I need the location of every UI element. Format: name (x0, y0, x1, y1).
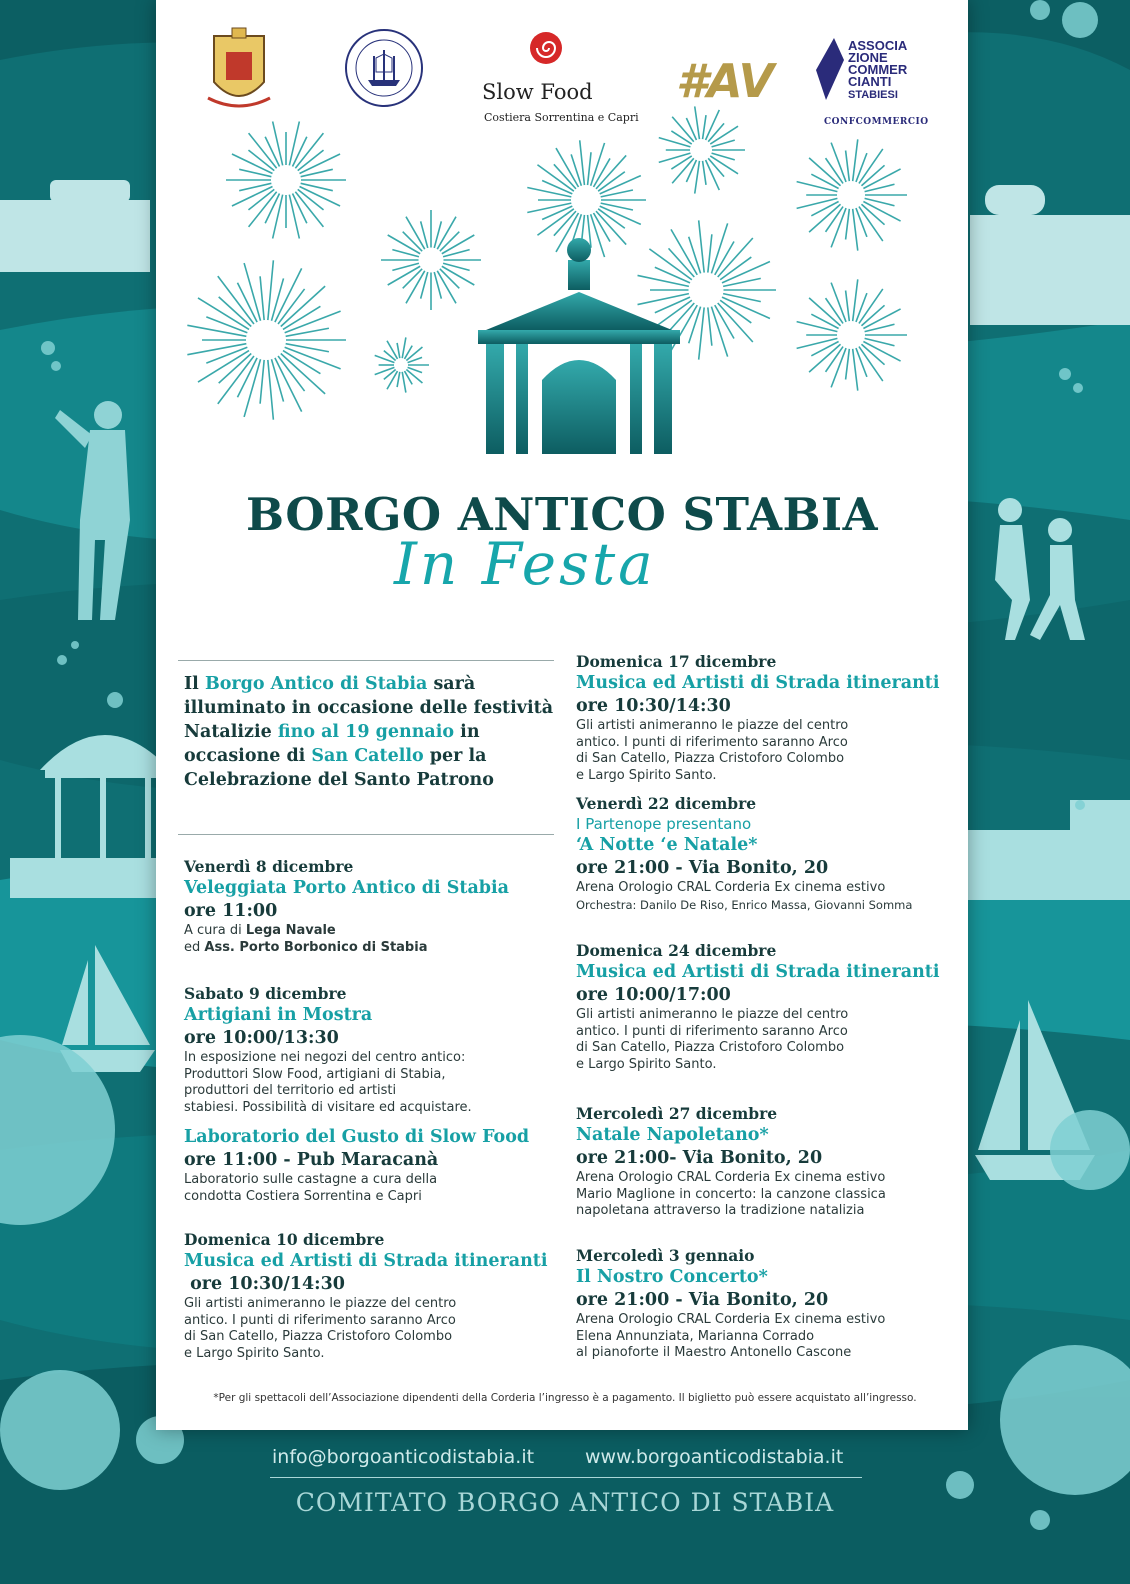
event-right-2 (576, 794, 976, 913)
event-desc: Gli artisti animeranno le piazze del centro antico. I punti di riferimento saranno Arco di San Catello, Piazza Cristoforo Colombo e Largo Spirito Santo. (576, 1007, 849, 1072)
city-crest-icon (204, 24, 274, 112)
firework-ray (706, 110, 720, 140)
firework-ray (846, 349, 850, 380)
firework-ray (708, 234, 712, 272)
snail-logo-icon (526, 28, 570, 68)
firework-ray (686, 118, 696, 140)
event-right-5 (576, 1246, 976, 1362)
intro-highlight-patron: San Catello (311, 746, 424, 766)
firework-ray (853, 139, 858, 181)
event-desc: Arena Orologio CRAL Corderia Ex cinema estivo (576, 880, 886, 895)
firework-ray (387, 341, 398, 359)
firework-ray (695, 106, 700, 139)
association-seal-icon (342, 26, 426, 110)
firework-ray (706, 160, 720, 190)
firework-ray (856, 348, 867, 377)
firework-ray (853, 279, 858, 321)
event-left-3 (184, 1126, 584, 1205)
firework-ray (846, 151, 850, 182)
event-desc: Gli artisti animeranno le piazze del centro antico. I punti di riferimento saranno Arco di San Catello, Piazza Cristoforo Colombo e Largo Spirito Santo. (576, 718, 849, 783)
monument-icon (478, 238, 680, 454)
firework-ray (703, 115, 706, 139)
commercianti-line-3: COMMER (848, 62, 908, 77)
firework-ray (273, 195, 283, 239)
event-desc: Laboratorio sulle castagne a cura della condotta Costiera Sorrentina e Capri (184, 1172, 438, 1204)
firework-ray (856, 293, 867, 322)
firework-ray (686, 160, 696, 182)
firework-ray (708, 123, 724, 141)
slowfood-logo-name: Slow Food (482, 80, 593, 104)
intro-text-4: per la Celebrazione del Santo Patrono (184, 746, 494, 790)
fireworks-monument-illustration (186, 110, 946, 460)
firework-ray (527, 203, 571, 212)
firework-ray (187, 344, 246, 355)
event-desc: Arena Orologio CRAL Corderia Ex cinema estivo Elena Annunziata, Marianna Corrado al pianoforte il Maestro Antonello Cascone (576, 1312, 886, 1360)
event-desc: Arena Orologio CRAL Corderia Ex cinema estivo Mario Maglione in concerto: la canzone classica napoletana attraverso la tradizione natalizia (576, 1170, 886, 1218)
poster-panel (156, 0, 968, 1430)
firework-ray (689, 237, 701, 274)
firework-ray (440, 269, 459, 288)
event-performers: Orchestra: Danilo De Riso, Enrico Massa, Giovanni Somma (576, 897, 913, 912)
event-date: Venerdì 8 dicembre (184, 857, 354, 876)
firework-ray (260, 360, 264, 404)
event-name: Musica ed Artisti di Strada itineranti (576, 673, 940, 693)
firework-ray (846, 291, 850, 322)
firework-ray (588, 152, 591, 185)
intro-text-3: in occasione di (184, 722, 480, 766)
firework-ray (397, 372, 400, 387)
firework-ray (268, 260, 274, 320)
intro-paragraph (184, 672, 554, 792)
event-time: ore 21:00 - Via Bonito, 20 (576, 1290, 829, 1310)
event-name: Natale Napoletano* (576, 1125, 769, 1145)
event-left-4 (184, 1230, 584, 1362)
firework-ray (289, 122, 299, 166)
firework-ray (856, 153, 867, 182)
footer-website-link[interactable]: www.borgoanticodistabia.it (585, 1446, 844, 1468)
firework-ray (703, 161, 706, 185)
event-date: Domenica 24 dicembre (576, 941, 777, 960)
firework-ray (387, 371, 398, 389)
firework-ray (397, 343, 400, 358)
firework-ray (402, 337, 406, 358)
firework-ray (402, 372, 406, 393)
firework-ray (289, 195, 299, 239)
event-date: Mercoledì 27 dicembre (576, 1104, 778, 1123)
firework-ray (403, 232, 422, 251)
footer-divider (270, 1477, 862, 1478)
event-time: ore 10:00/17:00 (576, 985, 731, 1005)
commercianti-line-2: ZIONE (848, 50, 888, 65)
firework-ray (571, 154, 581, 185)
footer-committee: COMITATO BORGO ANTICO DI STABIA (295, 1488, 835, 1517)
firework-ray (403, 269, 422, 288)
slowfood-logo-subtitle: Costiera Sorrentina e Capri (484, 111, 639, 124)
ticket-footnote: *Per gli spettacoli dell’Associazione dipendenti della Corderia l’ingresso è a pagamento. Il biglietto può essere acquistato all’ingresso. (213, 1392, 917, 1404)
firework-ray (580, 140, 585, 185)
event-desc: Gli artisti animeranno le piazze del centro antico. I punti di riferimento saranno Arco di San Catello, Piazza Cristoforo Colombo e Largo Spirito Santo. (184, 1296, 457, 1361)
event-right-4 (576, 1104, 976, 1220)
firework-ray (695, 161, 700, 194)
firework-ray (708, 307, 712, 345)
firework-ray (260, 276, 264, 320)
event-date: Domenica 17 dicembre (576, 652, 777, 671)
firework-ray (638, 294, 689, 305)
event-right-3 (576, 941, 976, 1073)
firework-ray (699, 220, 704, 272)
event-date: Venerdì 22 dicembre (576, 794, 757, 813)
firework-ray (797, 198, 838, 208)
firework-ray (689, 307, 701, 344)
event-name: Veleggiata Porto Antico di Stabia (184, 878, 510, 898)
firework-ray (187, 325, 246, 336)
firework-ray (853, 209, 858, 251)
event-left-1 (184, 857, 584, 956)
event-date: Mercoledì 3 gennaio (576, 1246, 755, 1265)
confcommercio-logo: CONFCOMMERCIO (824, 117, 929, 127)
firework-ray (853, 349, 858, 391)
firework-ray (198, 351, 249, 383)
event-desc: In esposizione nei negozi del centro antico: Produttori Slow Food, artigiani di Stabia, produttori del territorio ed artisti stabiesi. Possibilità di visitare ed acquistare. (184, 1050, 472, 1115)
firework-ray (273, 122, 283, 166)
firework-ray (797, 182, 838, 192)
event-name: Il Nostro Concerto* (576, 1267, 768, 1287)
divider-bottom (178, 834, 554, 835)
firework-ray (198, 298, 249, 330)
event-name: Artigiani in Mostra (184, 1005, 373, 1025)
divider-top (178, 660, 554, 661)
event-time: ore 11:00 (184, 901, 278, 921)
event-desc: ed Ass. Porto Borbonico di Stabia (184, 939, 428, 955)
footer-email-link[interactable]: info@borgoanticodistabia.it (272, 1446, 535, 1468)
poster-title: BORGO ANTICO STABIA (246, 488, 878, 541)
commercianti-line-4: CIANTI (848, 74, 892, 89)
event-date: Sabato 9 dicembre (184, 984, 347, 1003)
firework-ray (268, 360, 274, 420)
firework-ray (699, 307, 704, 359)
intro-text-2: sarà illuminato in occasione delle festività Natalizie (184, 674, 554, 742)
intro-highlight-date: fino al 19 gennaio (277, 722, 455, 742)
event-time: ore 21:00- Via Bonito, 20 (576, 1148, 823, 1168)
intro-highlight-borgo: Borgo Antico di Stabia (204, 674, 428, 694)
event-name: Laboratorio del Gusto di Slow Food (184, 1127, 530, 1147)
poster-subtitle: In Festa (394, 530, 656, 598)
firework-ray (856, 208, 867, 237)
firework-ray (527, 188, 571, 197)
event-date: Domenica 10 dicembre (184, 1230, 385, 1249)
firework-ray (846, 209, 850, 240)
firework-ray (708, 158, 724, 176)
event-left-2 (184, 984, 584, 1116)
firework-ray (797, 322, 838, 332)
commercianti-line-5: STABIESI (848, 89, 898, 101)
firework-ray (659, 153, 691, 162)
firework-ray (271, 278, 283, 320)
event-name: ‘A Notte ‘e Natale* (576, 835, 758, 855)
event-time: ore 10:30/14:30 (576, 696, 731, 716)
firework-ray (638, 275, 689, 286)
firework-ray (659, 138, 691, 147)
event-time: ore 21:00 - Via Bonito, 20 (576, 858, 829, 878)
event-desc: A cura di Lega Navale (184, 923, 336, 938)
intro-text-1: Il (184, 674, 205, 694)
commercianti-logo (814, 30, 908, 114)
event-time: ore 11:00 - Pub Maracanà (184, 1150, 439, 1170)
firework-ray (271, 359, 283, 401)
event-time: ore 10:30/14:30 (184, 1274, 345, 1294)
firework-ray (440, 232, 459, 251)
event-presenter: I Partenope presentano (576, 815, 752, 833)
event-name: Musica ed Artisti di Strada itineranti (576, 962, 940, 982)
event-time: ore 10:00/13:30 (184, 1028, 339, 1048)
commercianti-line-1: ASSOCIA (848, 38, 908, 53)
firework-ray (797, 338, 838, 348)
event-name: Musica ed Artisti di Strada itineranti (184, 1251, 548, 1271)
hashtag-av-logo: #AV (676, 54, 774, 108)
event-right-1 (576, 652, 976, 784)
